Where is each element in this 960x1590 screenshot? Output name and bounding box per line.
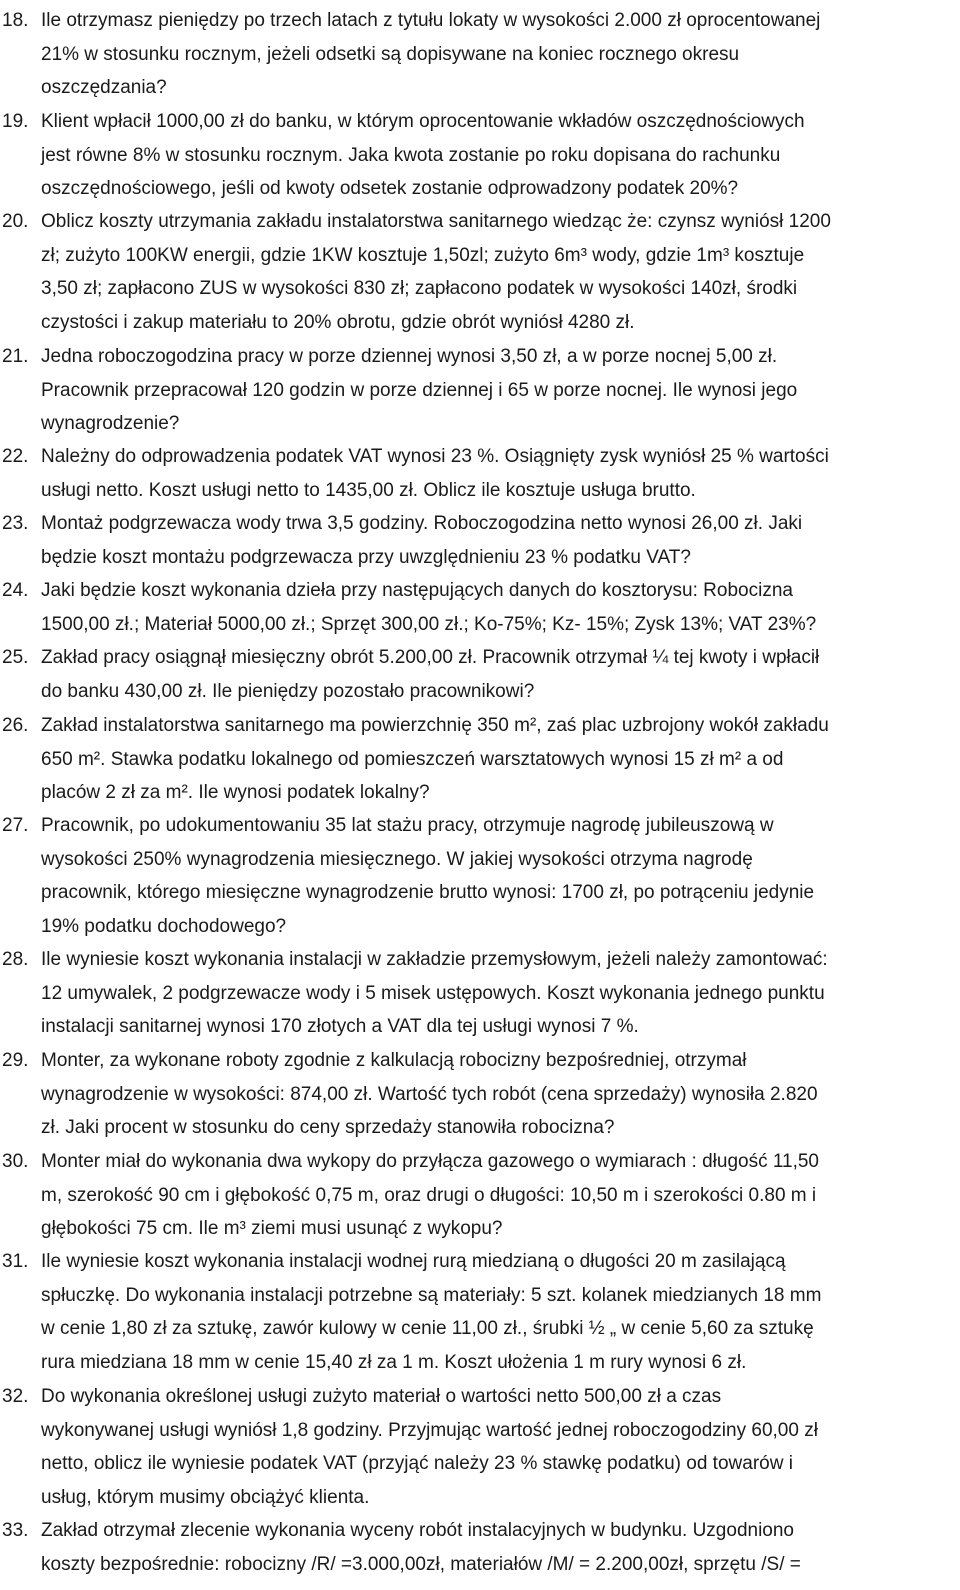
problem-text-line: koszty bezpośrednie: robocizny /R/ =3.000,00zł, materiałów /M/ = 2.200,00zł, sprzętu /S/ = bbox=[41, 1554, 801, 1575]
problem-text-line: Ile otrzymasz pieniędzy po trzech latach z tytułu lokaty w wysokości 2.000 zł oprocentowanej bbox=[41, 10, 821, 31]
problem-item bbox=[0, 106, 960, 207]
problem-text-line: Zakład pracy osiągnął miesięczny obrót 5.200,00 zł. Pracownik otrzymał ¼ tej kwoty i wpłacił bbox=[41, 647, 820, 668]
problem-text-line: Montaż podgrzewacza wody trwa 3,5 godziny. Roboczogodzina netto wynosi 26,00 zł. Jaki bbox=[41, 513, 803, 534]
problem-text-line: usług, którym musimy obciążyć klienta. bbox=[41, 1487, 370, 1508]
problem-text-line: oszczędzania? bbox=[41, 77, 167, 98]
problem-text-line: wynagrodzenie? bbox=[41, 413, 180, 434]
problem-number: 19. bbox=[2, 111, 29, 132]
problem-text-line: Należny do odprowadzenia podatek VAT wynosi 23 %. Osiągnięty zysk wyniósł 25 % wartości bbox=[41, 446, 829, 467]
problem-number: 30. bbox=[2, 1151, 29, 1172]
problem-text-line: usługi netto. Koszt usługi netto to 1435,00 zł. Oblicz ile kosztuje usługa brutto. bbox=[41, 480, 696, 501]
problem-text-line: Monter, za wykonane roboty zgodnie z kalkulacją robocizny bezpośredniej, otrzymał bbox=[41, 1050, 747, 1071]
problem-text-line: Zakład otrzymał zlecenie wykonania wyceny robót instalacyjnych w budynku. Uzgodniono bbox=[41, 1520, 794, 1541]
problem-number: 20. bbox=[2, 211, 29, 232]
problem-text-line: Monter miał do wykonania dwa wykopy do przyłącza gazowego o wymiarach : długość 11,50 bbox=[41, 1151, 819, 1172]
problem-item bbox=[0, 5, 960, 106]
problem-text-line: Oblicz koszty utrzymania zakładu instalatorstwa sanitarnego wiedząc że: czynsz wyniósł 1200 bbox=[41, 211, 831, 232]
problem-number: 21. bbox=[2, 346, 29, 367]
problem-text-line: instalacji sanitarnej wynosi 170 złotych a VAT dla tej usługi wynosi 7 %. bbox=[41, 1016, 639, 1037]
problem-number: 29. bbox=[2, 1050, 29, 1071]
problem-item bbox=[0, 642, 960, 709]
problem-text-line: 650 m². Stawka podatku lokalnego od pomieszczeń warsztatowych wynosi 15 zł m² a od bbox=[41, 749, 784, 770]
problem-text-line: m, szerokość 90 cm i głębokość 0,75 m, oraz drugi o długości: 10,50 m i szerokości 0.80 m i bbox=[41, 1185, 817, 1206]
problem-number: 26. bbox=[2, 715, 29, 736]
problem-item bbox=[0, 710, 960, 811]
problem-item bbox=[0, 508, 960, 575]
problem-item bbox=[0, 1381, 960, 1515]
problem-text-line: spłuczkę. Do wykonania instalacji potrzebne są materiały: 5 szt. kolanek miedzianych 18 mm bbox=[41, 1285, 822, 1306]
problem-text-line: 1500,00 zł.; Materiał 5000,00 zł.; Sprzęt 300,00 zł.; Ko-75%; Kz- 15%; Zysk 13%; VAT 23%? bbox=[41, 614, 817, 635]
problem-text-line: Zakład instalatorstwa sanitarnego ma powierzchnię 350 m², zaś plac uzbrojony wokół zakładu bbox=[41, 715, 829, 736]
problem-text-line: Do wykonania określonej usługi zużyto materiał o wartości netto 500,00 zł a czas bbox=[41, 1386, 722, 1407]
problem-item bbox=[0, 441, 960, 508]
problem-text-line: Klient wpłacił 1000,00 zł do banku, w którym oprocentowanie wkładów oszczędnościowych bbox=[41, 111, 805, 132]
problem-number: 18. bbox=[2, 10, 29, 31]
problem-number: 32. bbox=[2, 1386, 29, 1407]
problem-text-line: czystości i zakup materiału to 20% obrotu, gdzie obrót wyniósł 4280 zł. bbox=[41, 312, 635, 333]
problem-text-line: oszczędnościowego, jeśli od kwoty odsetek zostanie odprowadzony podatek 20%? bbox=[41, 178, 739, 199]
problem-item bbox=[0, 810, 960, 944]
problem-item bbox=[0, 1515, 960, 1582]
problem-text-line: Ile wyniesie koszt wykonania instalacji wodnej rurą miedzianą o długości 20 m zasilającą bbox=[41, 1251, 786, 1272]
problem-item bbox=[0, 1246, 960, 1380]
problem-text-line: zł. Jaki procent w stosunku do ceny sprzedaży stanowiła robocizna? bbox=[41, 1117, 615, 1138]
problem-item bbox=[0, 1146, 960, 1247]
problem-number: 25. bbox=[2, 647, 29, 668]
problem-text-line: wysokości 250% wynagrodzenia miesięcznego. W jakiej wysokości otrzyma nagrodę bbox=[41, 849, 753, 870]
problem-item bbox=[0, 341, 960, 442]
problem-item bbox=[0, 944, 960, 1045]
problem-item bbox=[0, 206, 960, 340]
problem-number: 31. bbox=[2, 1251, 29, 1272]
problem-text-line: Pracownik przepracował 120 godzin w porze dziennej i 65 w porze nocnej. Ile wynosi jego bbox=[41, 380, 798, 401]
problem-text-line: 19% podatku dochodowego? bbox=[41, 916, 287, 937]
problem-text-line: 21% w stosunku rocznym, jeżeli odsetki są dopisywane na koniec rocznego okresu bbox=[41, 44, 740, 65]
problem-text-line: 12 umywalek, 2 podgrzewacze wody i 5 misek ustępowych. Koszt wykonania jednego punktu bbox=[41, 983, 825, 1004]
problem-text-line: Pracownik, po udokumentowaniu 35 lat stażu pracy, otrzymuje nagrodę jubileuszową w bbox=[41, 815, 774, 836]
problem-text-line: zł; zużyto 100KW energii, gdzie 1KW kosztuje 1,50zl; zużyto 6m³ wody, gdzie 1m³ kosztuje bbox=[41, 245, 805, 266]
problem-number: 33. bbox=[2, 1520, 29, 1541]
problem-number: 23. bbox=[2, 513, 29, 534]
problem-text-line: rura miedziana 18 mm w cenie 15,40 zł za 1 m. Koszt ułożenia 1 m rury wynosi 6 zł. bbox=[41, 1352, 747, 1373]
problem-text-line: placów 2 zł za m². Ile wynosi podatek lokalny? bbox=[41, 782, 430, 803]
problem-number: 22. bbox=[2, 446, 29, 467]
problem-text-line: Jedna roboczogodzina pracy w porze dziennej wynosi 3,50 zł, a w porze nocnej 5,00 zł. bbox=[41, 346, 778, 367]
problem-text-line: będzie koszt montażu podgrzewacza przy uwzględnieniu 23 % podatku VAT? bbox=[41, 547, 691, 568]
problem-text-line: 3,50 zł; zapłacono ZUS w wysokości 830 zł; zapłacono podatek w wysokości 140zł, środki bbox=[41, 278, 798, 299]
problem-number: 27. bbox=[2, 815, 29, 836]
problem-item bbox=[0, 1045, 960, 1146]
problem-text-line: wykonywanej usługi wyniósł 1,8 godziny. Przyjmując wartość jednej roboczogodziny 60,00 zł bbox=[41, 1420, 818, 1441]
problem-number: 28. bbox=[2, 949, 29, 970]
problem-text-line: do banku 430,00 zł. Ile pieniędzy pozostało pracownikowi? bbox=[41, 681, 535, 702]
problem-text-line: Ile wyniesie koszt wykonania instalacji w zakładzie przemysłowym, jeżeli należy zamontować: bbox=[41, 949, 828, 970]
problem-item bbox=[0, 575, 960, 642]
problem-text-line: wynagrodzenie w wysokości: 874,00 zł. Wartość tych robót (cena sprzedaży) wynosiła 2.820 bbox=[41, 1084, 818, 1105]
problem-text-line: netto, oblicz ile wyniesie podatek VAT (przyjąć należy 23 % stawkę podatku) od towarów i bbox=[41, 1453, 793, 1474]
problem-text-line: Jaki będzie koszt wykonania dzieła przy następujących danych do kosztorysu: Robocizna bbox=[41, 580, 793, 601]
problem-text-line: jest równe 8% w stosunku rocznym. Jaka kwota zostanie po roku dopisana do rachunku bbox=[41, 145, 781, 166]
problem-text-line: w cenie 1,80 zł za sztukę, zawór kulowy w cenie 11,00 zł., śrubki ½ „ w cenie 5,60 za sztukę bbox=[41, 1318, 814, 1339]
problem-text-line: pracownik, którego miesięczne wynagrodzenie brutto wynosi: 1700 zł, po potrąceniu jedynie bbox=[41, 882, 815, 903]
problem-text-line: głębokości 75 cm. Ile m³ ziemi musi usunąć z wykopu? bbox=[41, 1218, 503, 1239]
problem-number: 24. bbox=[2, 580, 29, 601]
